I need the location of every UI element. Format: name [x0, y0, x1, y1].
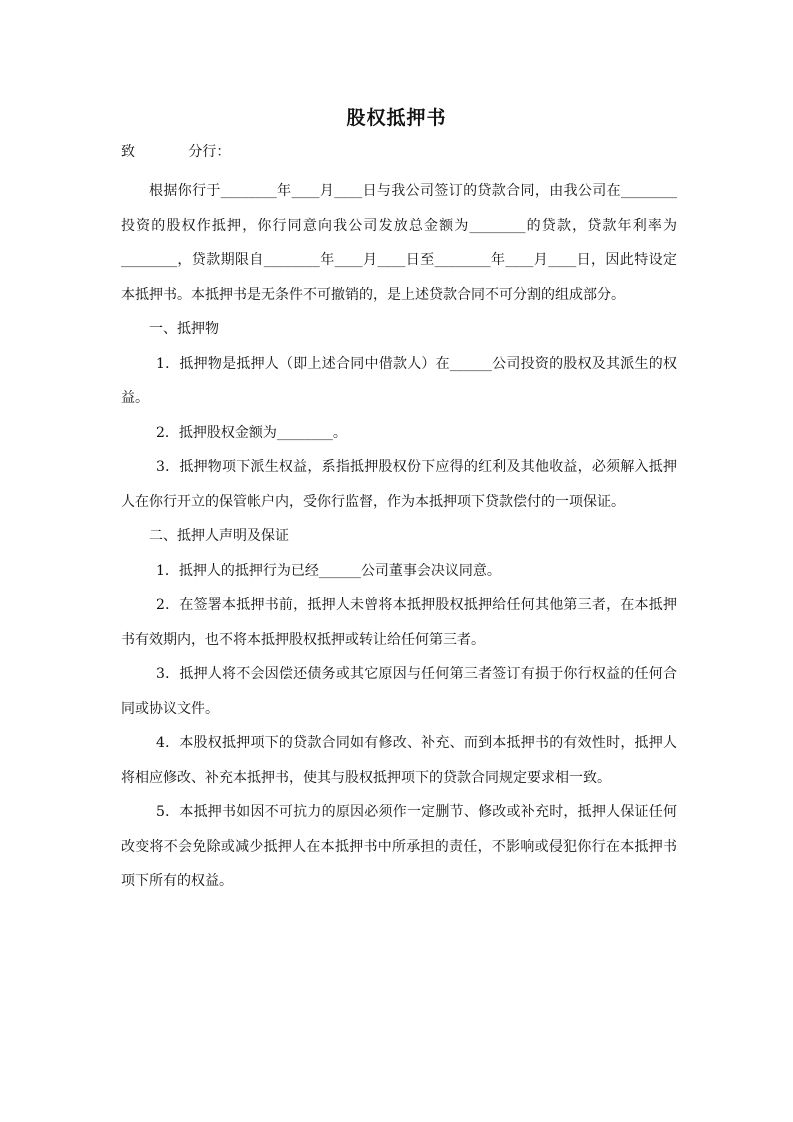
document-body	[121, 174, 677, 899]
intro-paragraph: 根据你行于________年____月____日与我公司签订的贷款合同，由我公司在________投资的股权作抵押，你行同意向我公司发放总金额为________的贷款，贷款年利率为________，贷款期限自________年____月____日至________年____月____日，因此特设定本抵押书。本抵押书是无条件不可撤销的，是上述贷款合同不可分割的组成部分。	[121, 183, 677, 303]
declaration-item-3: 3．抵押人将不会因偿还债务或其它原因与任何第三者签订有损于你行权益的任何合同或协议文件。	[121, 666, 677, 717]
collateral-item-2: 2．抵押股权金额为________。	[156, 424, 347, 441]
declaration-item-4: 4．本股权抵押项下的贷款合同如有修改、补充、而到本抵押书的有效性时，抵押人将相应修改、补充本抵押书，使其与股权抵押项下的贷款合同规定要求相一致。	[121, 735, 677, 786]
collateral-item-1: 1．抵押物是抵押人（即上述合同中借款人）在______公司投资的股权及其派生的权益。	[121, 355, 677, 406]
document-title: 股权抵押书	[346, 107, 447, 129]
addressee-line: 致 分行：	[121, 144, 231, 160]
collateral-item-3: 3．抵押物项下派生权益，系指抵押股权份下应得的红利及其他收益，必须解入抵押人在你行开立的保管帐户内，受你行监督，作为本抵押项下贷款偿付的一项保证。	[121, 459, 677, 510]
declaration-item-5: 5．本抵押书如因不可抗力的原因必须作一定删节、修改或补充时，抵押人保证任何改变将不会免除或减少抵押人在本抵押书中所承担的责任，不影响或侵犯你行在本抵押书项下所有的权益。	[121, 804, 677, 889]
declaration-item-1: 1．抵押人的抵押行为已经______公司董事会决议同意。	[156, 562, 501, 579]
declaration-item-2: 2．在签署本抵押书前，抵押人未曾将本抵押股权抵押给任何其他第三者，在本抵押书有效期内，也不将本抵押股权抵押或转让给任何第三者。	[121, 597, 677, 648]
section-heading-collateral: 一、抵押物	[149, 321, 219, 337]
section-heading-declarations: 二、抵押人声明及保证	[149, 528, 289, 544]
